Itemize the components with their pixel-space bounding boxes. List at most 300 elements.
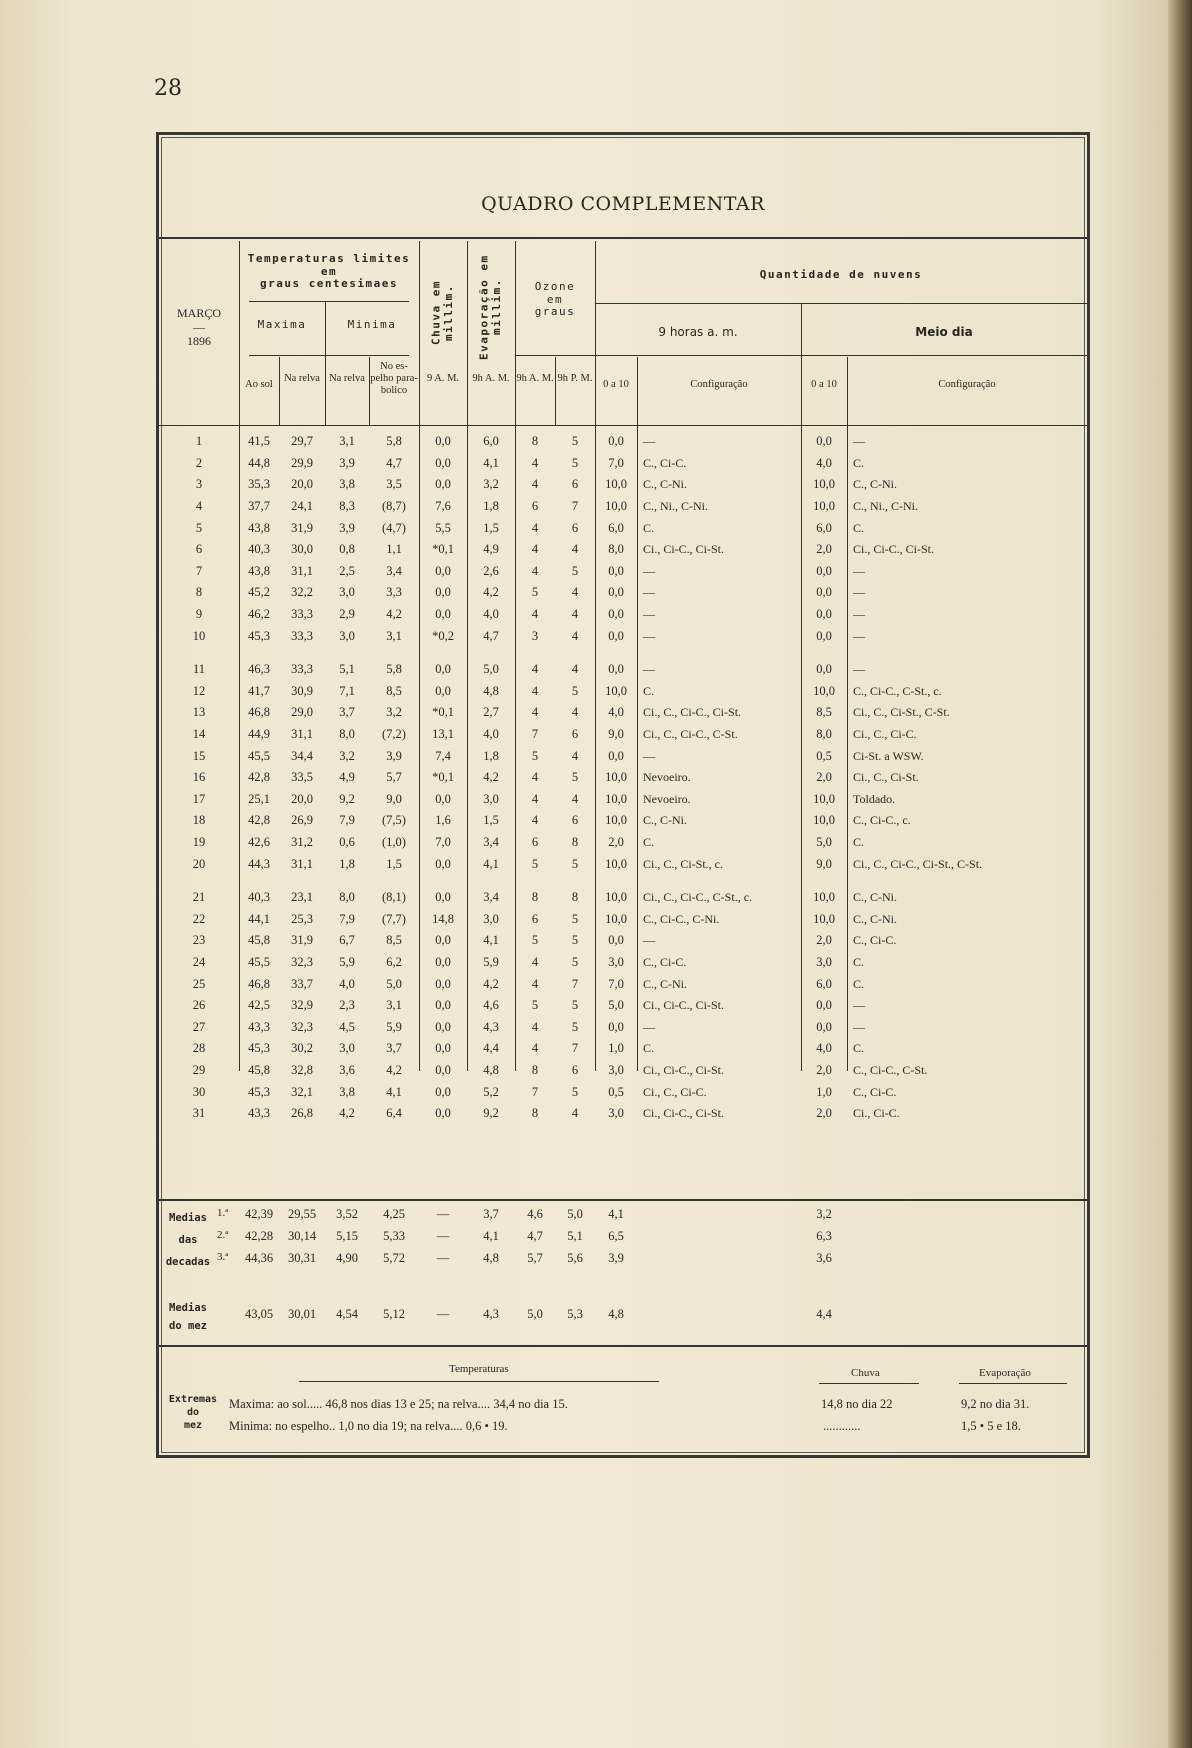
decade-avg-value: 5,0 (567, 1207, 583, 1221)
table-cell: 45,8 (248, 1062, 270, 1077)
table-cell: 2,3 (339, 998, 355, 1013)
table-cell: (8,1) (382, 890, 406, 905)
table-cell: 7,6 (435, 499, 451, 514)
table-cell: 4,0 (483, 607, 499, 622)
table-cell: 4 (531, 791, 539, 806)
table-cell: 10,0 (605, 499, 627, 514)
table-cell: 3,2 (339, 748, 355, 763)
table-cell: — (853, 607, 865, 622)
table-cell: 3,0 (608, 1062, 624, 1077)
table-row (159, 496, 1087, 518)
table-cell: 20,0 (291, 477, 313, 492)
table-cell: Ci-St. a WSW. (853, 748, 924, 763)
na-relva-max-header: Na relva (284, 373, 320, 384)
averages-block (159, 1201, 1087, 1351)
table-cell: Ci., Ci-C. (853, 1106, 900, 1121)
table-cell: 0,0 (435, 933, 451, 948)
table-cell: 4,1 (386, 1084, 402, 1099)
day-cell: 16 (192, 770, 206, 785)
table-cell: 1,1 (386, 542, 402, 557)
day-cell: 22 (192, 911, 206, 926)
table-cell: 6,4 (386, 1106, 402, 1121)
table-cell: 3,2 (386, 705, 402, 720)
table-cell: 29,9 (291, 455, 313, 470)
table-cell: 8,5 (386, 933, 402, 948)
table-cell: 7,0 (608, 455, 624, 470)
table-cell: 4 (531, 770, 539, 785)
table-cell: 3,0 (608, 954, 624, 969)
table-cell: 6 (571, 477, 579, 492)
day-cell: 25 (192, 976, 206, 991)
table-cell: 41,7 (248, 683, 270, 698)
table-cell: 3,0 (816, 954, 832, 969)
table-cell: 44,1 (248, 911, 270, 926)
table-cell: 7,9 (339, 813, 355, 828)
evaporacao-header: Evaporação em millim. (477, 254, 503, 360)
table-cell: C., Ci-C., C-Ni. (643, 911, 720, 926)
nuvens-header: Quantidade de nuvens (759, 268, 923, 281)
table-cell: 1,0 (816, 1084, 832, 1099)
decade-avg-value: 4,90 (336, 1251, 358, 1265)
month-label-line2: do mez (169, 1320, 207, 1332)
table-cell: 45,5 (248, 954, 270, 969)
table-cell: C. (853, 976, 865, 991)
table-cell: 46,3 (248, 662, 270, 677)
table-cell: 4 (531, 520, 539, 535)
table-cell: 4,0 (816, 455, 832, 470)
table-cell: 0,0 (816, 662, 832, 677)
table-cell: — (853, 585, 865, 600)
table-cell: 4,1 (483, 933, 499, 948)
table-row (159, 1060, 1087, 1082)
table-cell: — (853, 628, 865, 643)
table-cell: 6 (531, 834, 539, 849)
table-cell: Ci., C., Ci-C. (643, 1084, 707, 1099)
table-cell: 0,0 (435, 1084, 451, 1099)
table-cell: 0,0 (435, 683, 451, 698)
table-cell: 0,0 (816, 434, 832, 449)
table-cell: 31,1 (291, 563, 313, 578)
table-row (159, 604, 1087, 626)
table-cell: 0,0 (435, 434, 451, 449)
table-cell: 0,8 (339, 542, 355, 557)
table-cell: 20,0 (291, 791, 313, 806)
day-cell: 31 (192, 1106, 206, 1121)
table-cell: 42,8 (248, 770, 270, 785)
table-cell: 2,0 (816, 933, 832, 948)
table-cell: 0,0 (435, 890, 451, 905)
temperature-header-line1: Temperaturas limites (247, 252, 411, 265)
decade-number: 2.ª (217, 1229, 229, 1241)
table-cell: Ci., C., Ci-C., C-St., c. (643, 890, 753, 905)
table-cell: 31,2 (291, 834, 313, 849)
decade-avg-value: 4,1 (483, 1229, 499, 1243)
table-cell: 6 (571, 813, 579, 828)
table-cell: (7,2) (382, 727, 406, 742)
table-row (159, 745, 1087, 767)
table-cell: 4,0 (339, 976, 355, 991)
table-cell: 4 (531, 1041, 539, 1056)
month-avg-value: 43,05 (244, 1307, 274, 1321)
table-cell: 4,6 (483, 998, 499, 1013)
table-row (159, 832, 1087, 854)
table-row (159, 625, 1087, 647)
table-row (159, 1038, 1087, 1060)
table-cell: 5,5 (435, 520, 451, 535)
table-cell: C., Ni., C-Ni. (853, 499, 919, 514)
table-cell: 41,5 (248, 434, 270, 449)
table-cell: 6 (531, 911, 539, 926)
extremes-label (163, 1393, 223, 1432)
table-cell: C. (853, 520, 865, 535)
table-cell: 44,9 (248, 727, 270, 742)
table-cell: C., C-Ni. (643, 976, 688, 991)
extremes-min-line: Minima: no espelho.. 1,0 no dia 19; na relva.... 0,6 • 19. (229, 1419, 508, 1433)
table-cell: 6,7 (339, 933, 355, 948)
ozone-header-line2: em (546, 292, 564, 306)
table-cell: 3,1 (339, 434, 355, 449)
table-cell: 4,2 (386, 607, 402, 622)
table-cell: 33,3 (291, 662, 313, 677)
month-avg-value: 5,0 (527, 1307, 543, 1321)
day-cell: 21 (192, 890, 206, 905)
table-cell: C., Ci-C. (643, 455, 687, 470)
table-cell: 0,0 (816, 1019, 832, 1034)
table-cell: 5,0 (816, 834, 832, 849)
decade-avg-value: 4,1 (608, 1207, 624, 1221)
table-cell: 5 (571, 770, 579, 785)
table-cell: 0,0 (435, 563, 451, 578)
table-cell: 45,2 (248, 585, 270, 600)
table-row (159, 930, 1087, 952)
table-cell: 33,3 (291, 607, 313, 622)
table-cell: 23,1 (291, 890, 313, 905)
decade-avg-value: — (436, 1207, 450, 1221)
table-row (159, 995, 1087, 1017)
table-cell: 5,8 (386, 662, 402, 677)
table-cell: C., Ci-C., c. (853, 813, 911, 828)
table-cell: 0,0 (435, 856, 451, 871)
table-cell: 32,1 (291, 1084, 313, 1099)
table-cell: 3,9 (339, 520, 355, 535)
chuva-header: Chuva em millim. (429, 280, 455, 346)
month-label: MARÇO (176, 306, 221, 320)
table-cell: 6,0 (483, 434, 499, 449)
table-cell: 0,0 (608, 748, 624, 763)
decade-avg-value: 3,6 (816, 1251, 832, 1265)
table-cell: (1,0) (382, 834, 406, 849)
ozone-9am-header: 9h A. M. (516, 373, 554, 384)
table-cell: 7 (571, 499, 579, 514)
table-cell: 7,0 (608, 976, 624, 991)
table-cell: 4 (531, 563, 539, 578)
table-cell: 32,3 (291, 954, 313, 969)
extremes-chuva-max: 14,8 no dia 22 (821, 1397, 893, 1411)
table-cell: 46,2 (248, 607, 270, 622)
sub-divider (515, 355, 1087, 356)
table-row (159, 431, 1087, 453)
table-cell: 0,0 (608, 628, 624, 643)
table-cell: 4,7 (386, 455, 402, 470)
table-cell: (7,7) (382, 911, 406, 926)
table-cell: 3,8 (339, 477, 355, 492)
table-cell: 35,3 (248, 477, 270, 492)
table-cell: C. (853, 954, 865, 969)
decade-avg-value: 42,39 (244, 1207, 274, 1221)
table-cell: 3,9 (386, 748, 402, 763)
table-cell: 10,0 (605, 477, 627, 492)
table-cell: 1,5 (483, 813, 499, 828)
table-cell: 0,6 (339, 834, 355, 849)
table-cell: 4 (571, 585, 579, 600)
table-cell: 1,6 (435, 813, 451, 828)
decade-avg-value: 3,9 (608, 1251, 624, 1265)
extremes-evap-min: 1,5 • 5 e 18. (961, 1419, 1021, 1433)
table-cell: 42,5 (248, 998, 270, 1013)
ao-sol-header: Ao sol (245, 379, 273, 390)
month-avg-value: 4,54 (336, 1307, 358, 1321)
table-cell: C., Ci-C. (643, 954, 687, 969)
table-cell: 6,2 (386, 954, 402, 969)
nuvens-9-range-header: 0 a 10 (603, 379, 629, 390)
table-cell: 26,9 (291, 813, 313, 828)
temp-divider (249, 301, 409, 302)
table-cell: 4,2 (483, 976, 499, 991)
table-cell: 6 (571, 1062, 579, 1077)
extremes-chuva-underline (819, 1383, 919, 1384)
table-cell: 4,9 (483, 542, 499, 557)
table-cell: 44,8 (248, 455, 270, 470)
table-row (159, 887, 1087, 909)
table-cell: 0,5 (816, 748, 832, 763)
table-cell: 5 (571, 998, 579, 1013)
table-cell: 7,0 (435, 834, 451, 849)
header-divider (159, 425, 1087, 426)
table-cell: 7,4 (435, 748, 451, 763)
table-cell: 0,0 (435, 455, 451, 470)
table-cell: 10,0 (605, 770, 627, 785)
table-cell: 37,7 (248, 499, 270, 514)
table-cell: C., C-Ni. (853, 890, 898, 905)
table-cell: 32,3 (291, 1019, 313, 1034)
table-cell: 8 (571, 890, 579, 905)
day-cell: 10 (192, 628, 206, 643)
table-cell: 14,8 (432, 911, 454, 926)
table-cell: — (643, 585, 655, 600)
decade-avg-value: 3,7 (483, 1207, 499, 1221)
table-cell: Ci., C., Ci-C., C-St. (643, 727, 738, 742)
nuvens-divider (595, 303, 1087, 304)
table-cell: 3,3 (386, 585, 402, 600)
table-cell: — (643, 607, 655, 622)
table-cell: 0,0 (435, 662, 451, 677)
day-cell: 5 (195, 520, 203, 535)
day-cell: 26 (192, 998, 206, 1013)
day-cell: 28 (192, 1041, 206, 1056)
decade-avg-value: 5,15 (336, 1229, 358, 1243)
table-cell: 31,1 (291, 856, 313, 871)
table-cell: — (643, 563, 655, 578)
table-cell: 2,9 (339, 607, 355, 622)
table-cell: 2,0 (816, 770, 832, 785)
table-cell: Ci., C., Ci-St., c. (643, 856, 724, 871)
table-cell: 1,8 (483, 748, 499, 763)
table-cell: 9,0 (816, 856, 832, 871)
table-cell: 43,8 (248, 563, 270, 578)
table-cell: C. (853, 834, 865, 849)
day-cell: 7 (195, 563, 203, 578)
day-cell: 27 (192, 1019, 206, 1034)
table-cell: 4,1 (483, 455, 499, 470)
table-cell: 1,8 (339, 856, 355, 871)
minima-header: Minima (347, 318, 397, 331)
gap-cell (159, 875, 1087, 887)
col-divider (369, 357, 370, 425)
table-cell: 40,3 (248, 890, 270, 905)
table-cell: 4,5 (339, 1019, 355, 1034)
table-cell: 3,0 (339, 628, 355, 643)
day-cell: 23 (192, 933, 206, 948)
table-cell: — (853, 563, 865, 578)
table-cell: C., Ci-C., C-St. (853, 1062, 928, 1077)
table-cell: 8,5 (386, 683, 402, 698)
table-cell: 46,8 (248, 976, 270, 991)
table-cell: 0,0 (435, 1062, 451, 1077)
table-cell: 25,1 (248, 791, 270, 806)
table-cell: 4,1 (483, 856, 499, 871)
table-cell: 4 (571, 791, 579, 806)
table-cell: 5,9 (386, 1019, 402, 1034)
table-cell: 8,3 (339, 499, 355, 514)
extremes-evap-title: Evaporação (979, 1367, 1031, 1379)
extremes-chuva-title: Chuva (851, 1367, 880, 1379)
day-cell: 12 (192, 683, 206, 698)
table-cell: C. (643, 683, 655, 698)
table-cell: 3,6 (339, 1062, 355, 1077)
decade-avg-value: 30,14 (287, 1229, 317, 1243)
table-cell: 5 (571, 1019, 579, 1034)
table-row (159, 659, 1087, 681)
table-cell: 10,0 (813, 911, 835, 926)
table-cell: 3 (531, 628, 539, 643)
decade-avg-value: 3,2 (816, 1207, 832, 1221)
ozone-header-line3: graus (534, 305, 576, 319)
day-cell: 30 (192, 1084, 206, 1099)
decade-avg-value: 5,33 (383, 1229, 405, 1243)
month-dash: — (193, 319, 205, 334)
table-cell: 5 (531, 748, 539, 763)
decade-avg-value: 30,31 (287, 1251, 317, 1265)
table-cell: 2,0 (816, 1106, 832, 1121)
table-cell: 4,7 (483, 628, 499, 643)
table-cell: 2,0 (816, 1062, 832, 1077)
table-cell: — (643, 1019, 655, 1034)
extremes-divider (159, 1345, 1087, 1347)
table-cell: 3,2 (483, 477, 499, 492)
table-cell: Ci., Ci-C., Ci-St. (643, 998, 725, 1013)
month-header (169, 307, 229, 348)
table-cell: 3,7 (339, 705, 355, 720)
table-cell: 5 (571, 911, 579, 926)
table-row (159, 724, 1087, 746)
table-cell: — (853, 1019, 865, 1034)
table-cell: 8 (531, 1106, 539, 1121)
gap-cell (159, 647, 1087, 659)
table-cell: 3,0 (608, 1106, 624, 1121)
month-avg-value: 30,01 (287, 1307, 317, 1321)
table-cell: 1,0 (608, 1041, 624, 1056)
table-cell: — (643, 434, 655, 449)
table-cell: 4 (571, 542, 579, 557)
table-row (159, 789, 1087, 811)
table-cell: 0,0 (608, 434, 624, 449)
temperature-group-header (239, 253, 419, 291)
decade-number: 3.ª (217, 1251, 229, 1263)
table-cell: 42,8 (248, 813, 270, 828)
table-cell: 7 (571, 1041, 579, 1056)
table-cell: 45,3 (248, 628, 270, 643)
maxima-header: Maxima (257, 318, 307, 331)
decade-avg-label (159, 1207, 217, 1273)
table-cell: 34,4 (291, 748, 313, 763)
table-cell: Ci., Ci-C., Ci-St. (643, 542, 725, 557)
table-cell: C., Ci-C., C-St., c. (853, 683, 942, 698)
table-cell: 26,8 (291, 1106, 313, 1121)
decade-label-line1: Medias (169, 1212, 207, 1224)
na-relva-min-header: Na relva (329, 373, 365, 384)
day-cell: 20 (192, 856, 206, 871)
table-cell: 33,3 (291, 628, 313, 643)
table-cell: 3,4 (483, 890, 499, 905)
day-cell: 2 (195, 455, 203, 470)
table-cell: 4 (531, 683, 539, 698)
day-cell: 15 (192, 748, 206, 763)
table-cell: 45,5 (248, 748, 270, 763)
table-cell: 4 (531, 455, 539, 470)
table-cell: C. (853, 455, 865, 470)
table-cell: 4,0 (608, 705, 624, 720)
decade-avg-value: 4,6 (527, 1207, 543, 1221)
decade-avg-value: 6,5 (608, 1229, 624, 1243)
day-cell: 14 (192, 727, 206, 742)
evap-9am-header: 9h A. M. (472, 373, 510, 384)
table-cell: 10,0 (605, 791, 627, 806)
table-cell: 43,3 (248, 1106, 270, 1121)
table-cell: 5 (571, 933, 579, 948)
table-cell: 5,0 (386, 976, 402, 991)
table-cell: 4 (571, 662, 579, 677)
table-cell: 4,2 (339, 1106, 355, 1121)
ozone-header (515, 281, 595, 319)
table-cell: 4,8 (483, 683, 499, 698)
table-cell: 0,0 (435, 976, 451, 991)
table-row (159, 681, 1087, 703)
table-cell: 5 (571, 856, 579, 871)
day-cell: 9 (195, 607, 203, 622)
espelho-header: No es- pelho para- bolico (370, 361, 418, 397)
table-cell: 46,8 (248, 705, 270, 720)
day-cell: 13 (192, 705, 206, 720)
month-avg-value: — (436, 1307, 450, 1321)
day-cell: 8 (195, 585, 203, 600)
table-cell: — (643, 933, 655, 948)
table-cell: 5,0 (608, 998, 624, 1013)
table-cell: C., Ci-C. (853, 933, 897, 948)
month-avg-value: 5,3 (567, 1307, 583, 1321)
table-cell: 4,9 (339, 770, 355, 785)
table-cell: 2,0 (816, 542, 832, 557)
table-cell: Ci., Ci-C., Ci-St. (643, 1106, 725, 1121)
